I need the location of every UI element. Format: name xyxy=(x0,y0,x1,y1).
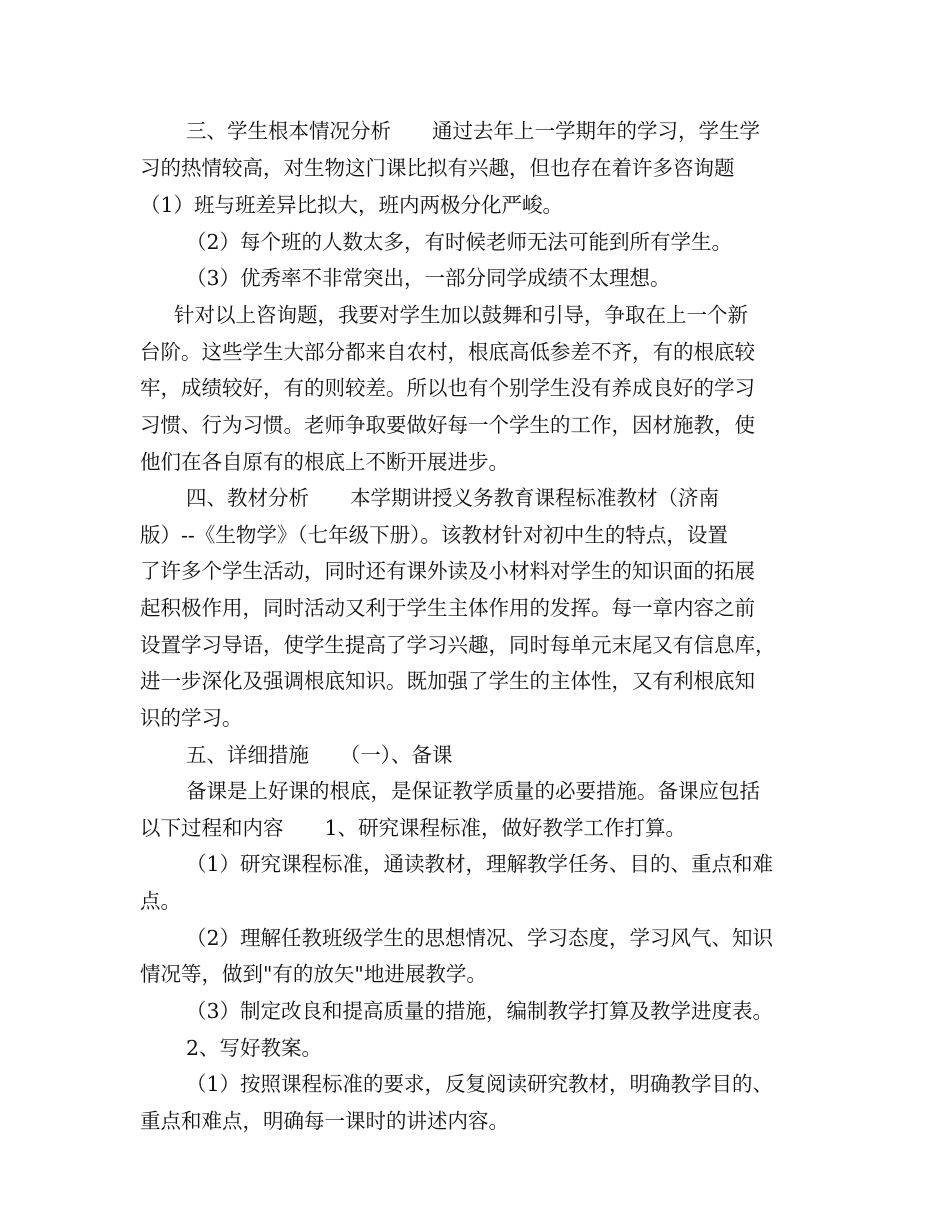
text-line-7: 台阶。这些学生大部分都来自农村，根底高低参差不齐，有的根底较 xyxy=(140,340,755,364)
text-line-1: 三、学生根本情况分析 通过去年上一学期年的学习，学生学 xyxy=(186,119,760,143)
text-line-13: 了许多个学生活动，同时还有课外读及小材料对学生的知识面的拓展 xyxy=(140,559,755,583)
text-line-18: 五、详细措施 （一）、备课 xyxy=(186,743,453,767)
text-line-20: 以下过程和内容 1、研究课程标准，做好教学工作打算。 xyxy=(140,816,687,840)
text-line-14: 起积极作用，同时活动又利于学生主体作用的发挥。每一章内容之前 xyxy=(140,596,755,620)
text-line-12: 版）--《生物学》（七年级下册）。该教材针对初中生的特点，设置 xyxy=(140,523,728,547)
text-line-5: （3）优秀率不非常突出，一部分同学成绩不太理想。 xyxy=(186,266,671,290)
text-line-26: 2、写好教案。 xyxy=(186,1036,323,1060)
text-line-4: （2）每个班的人数太多，有时候老师无法可能到所有学生。 xyxy=(186,230,733,254)
text-line-21: （1）研究课程标准，通读教材，理解教学任务、目的、重点和难 xyxy=(186,852,774,876)
text-line-23: （2）理解任教班级学生的思想情况、学习态度，学习风气、知识 xyxy=(186,926,774,950)
text-line-25: （3）制定改良和提高质量的措施，编制教学打算及教学进度表。 xyxy=(186,999,774,1023)
text-line-6: 针对以上咨询题，我要对学生加以鼓舞和引导，争取在上一个新 xyxy=(174,303,748,327)
text-line-27: （1）按照课程标准的要求，反复阅读研究教材，明确教学目的、 xyxy=(186,1072,774,1096)
text-line-10: 他们在各自原有的根底上不断开展进步。 xyxy=(140,450,509,474)
text-line-19: 备课是上好课的根底，是保证教学质量的必要措施。备课应包括 xyxy=(186,779,760,803)
text-line-15: 设置学习导语，使学生提高了学习兴趣，同时每单元末尾又有信息库， xyxy=(140,633,776,657)
text-line-3: （1）班与班差异比拟大，班内两极分化严峻。 xyxy=(140,193,564,217)
text-line-24: 情况等，做到"有的放矢"地进展教学。 xyxy=(140,962,487,986)
text-line-11: 四、教材分析 本学期讲授义务教育课程标准教材（济南 xyxy=(186,486,719,510)
text-line-8: 牢，成绩较好，有的则较差。所以也有个别学生没有养成良好的学习 xyxy=(140,376,755,400)
text-line-22: 点。 xyxy=(140,889,181,913)
text-line-16: 进一步深化及强调根底知识。既加强了学生的主体性，又有利根底知 xyxy=(140,669,755,693)
text-line-2: 习的热情较高，对生物这门课比拟有兴趣，但也存在着许多咨询题 xyxy=(140,156,735,180)
text-line-9: 习惯、行为习惯。老师争取要做好每一个学生的工作，因材施教，使 xyxy=(140,413,755,437)
text-line-17: 识的学习。 xyxy=(140,706,243,730)
text-line-28: 重点和难点，明确每一课时的讲述内容。 xyxy=(140,1109,509,1133)
